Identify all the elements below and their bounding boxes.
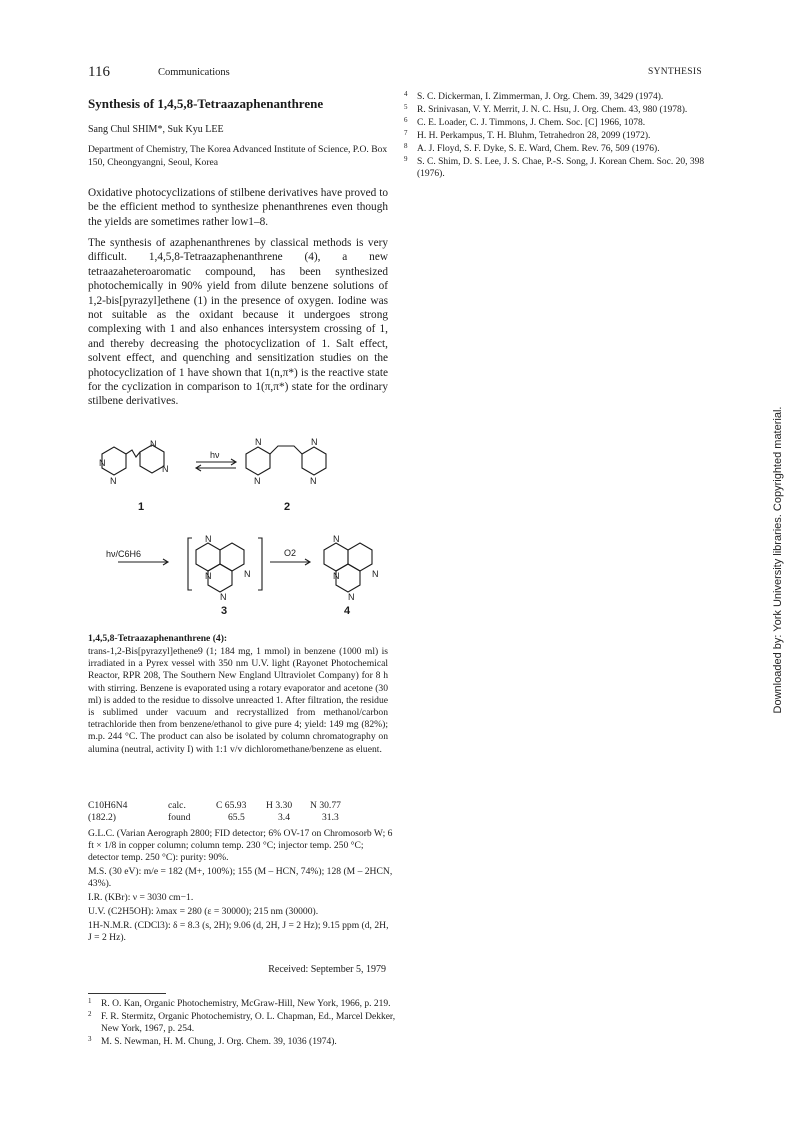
uv-data: U.V. (C2H5OH): λmax = 280 (ε = 30000); 215 nm (30000).	[88, 906, 319, 917]
journal-name: SYNTHESIS	[648, 67, 702, 77]
atom-n: N	[205, 534, 212, 544]
article-title: Synthesis of 1,4,5,8-Tetraazaphenanthrene	[88, 96, 324, 111]
received-date: Received: September 5, 1979	[268, 964, 386, 975]
atom-n: N	[244, 569, 251, 579]
formula: C10H6N4	[88, 800, 128, 811]
paragraph-intro: Oxidative photocyclizations of stilbene derivatives have proved to be the efficient method to synthesize phenanthrenes even though the yields are sometimes rather low1–8.	[88, 187, 388, 228]
compound-1-structure	[102, 445, 164, 475]
ir-data: I.R. (KBr): ν = 3030 cm−1.	[88, 892, 194, 903]
atom-n: N	[310, 476, 317, 486]
compound-3-structure	[196, 543, 244, 592]
atom-n: N	[372, 569, 379, 579]
download-watermark: Downloaded by: York University libraries. Copyrighted material.	[772, 406, 784, 714]
experimental-procedure: trans-1,2-Bis[pyrazyl]ethene9 (1; 184 mg, 1 mmol) in benzene (1000 ml) is irradiated in a Pyrex vessel with 350 nm U.V. light (Rayonet Photochemical Reactor, RPR 208, The Southern New England Ultraviolet Company) for 8 h with stirring. Benzene is evaporated using a rotary evaporator and acetone (30 ml) is added to the residue to dissolve unreacted 1. After filtration, the residue is sublimed under vacuum and recrystallized from methanol/carbon tetrachloride then from benzene/ethanol to give pure 4; yield: 149 mg (82%); m.p. 244 °C. The product can also be isolated by column chromatography on alumina (neutral, activity I) with 1:1 v/v dichloromethane/benzene as eluent.	[88, 646, 388, 755]
experimental-heading: 1,4,5,8-Tetraazaphenanthrene (4):	[88, 633, 228, 644]
found-c: 65.5	[228, 811, 245, 823]
reference-4: 4 S. C. Dickerman, I. Zimmerman, J. Org. Chem. 39, 3429 (1974).	[404, 90, 664, 102]
atom-n: N	[254, 476, 261, 486]
references-right	[404, 91, 716, 181]
compound-label-3: 3	[221, 605, 228, 617]
calc-c: C 65.93	[216, 800, 247, 811]
calc-n: N 30.77	[310, 800, 341, 811]
reference-1: 1 R. O. Kan, Organic Photochemistry, McGraw-Hill, New York, 1966, p. 219.	[88, 997, 391, 1009]
calc-h: H 3.30	[266, 800, 293, 811]
atom-n: N	[220, 592, 227, 602]
bracket-right	[258, 538, 262, 590]
article-authors: Sang Chul SHIM*, Suk Kyu LEE	[88, 124, 224, 135]
compound-label-2: 2	[284, 501, 291, 513]
reference-9: 9 S. C. Shim, D. S. Lee, J. S. Chae, P.-S. Song, J. Korean Chem. Soc. 20, 398 (1976).	[404, 155, 705, 179]
atom-n: N	[333, 534, 340, 544]
elemental-analysis	[88, 800, 354, 823]
atom-n: N	[150, 439, 157, 449]
reference-6: 6 C. E. Loader, C. J. Timmons, J. Chem. Soc. [C] 1966, 1078.	[404, 116, 646, 128]
article-affiliation: Department of Chemistry, The Korea Advanced Institute of Science, P.O. Box 150, Cheongyangni, Seoul, Korea	[88, 144, 388, 168]
footnote-rule	[88, 993, 166, 994]
row-label-calc: calc.	[168, 800, 186, 811]
atom-n: N	[110, 476, 117, 486]
section-label: Communications	[158, 67, 230, 78]
reagent-hv-benzene: hν/C6H6	[106, 549, 142, 559]
ms-data: M.S. (30 eV): m/e = 182 (M+, 100%); 155 (M – HCN, 74%); 128 (M – 2HCN, 43%).	[88, 866, 393, 889]
row-label-found: found	[168, 811, 191, 823]
spectral-data	[88, 828, 393, 946]
reference-3: 3 M. S. Newman, H. M. Chung, J. Org. Chem. 39, 1036 (1974).	[88, 1035, 337, 1047]
compound-label-4: 4	[344, 605, 351, 617]
compound-2-structure	[246, 446, 326, 475]
reagent-oxygen: O2	[284, 548, 297, 558]
atom-n: N	[162, 464, 169, 474]
reference-7: 7 H. H. Perkampus, T. H. Bluhm, Tetrahedron 28, 2099 (1972).	[404, 129, 651, 141]
bracket-left	[188, 538, 192, 590]
atom-n: N	[333, 571, 340, 581]
page-number: 116	[88, 64, 110, 80]
reference-2: 2 F. R. Stermitz, Organic Photochemistry, O. L. Chapman, Ed., Marcel Dekker, New York, 1967, p. 254.	[88, 1010, 396, 1034]
found-h: 3.4	[278, 811, 290, 823]
atom-n: N	[205, 571, 212, 581]
atom-n: N	[255, 437, 262, 447]
references-left	[88, 998, 398, 1049]
paragraph-synthesis: The synthesis of azaphenanthrenes by classical methods is very difficult. 1,4,5,8-Tetraazaphenanthrene (4), a new tetraazaheteroaromatic compound, has been synthesized photochemically in 90% yield from dilute benzene solutions of 1,2-bis[pyrazyl]ethene (1) in the presence of oxygen. Iodine was not suitable as the oxidant because it undergoes strong complexing with 1 and also enhances intersystem crossing of 1, and thereby decreasing the photocyclization of 1. Salt effect, solvent effect, and quenching and sensitization studies on the photocyclization of 1 have shown that 1(n,π*) is the reactive state for the cyclization in comparison to 1(π,π*) state for the ordinary stilbene derivatives.	[88, 237, 388, 408]
atom-n: N	[348, 592, 355, 602]
reaction-scheme	[88, 432, 393, 622]
atom-n: N	[99, 458, 106, 468]
nmr-data: 1H-N.M.R. (CDCl3): δ = 8.3 (s, 2H); 9.06 (d, 2H, J = 2 Hz); 9.15 ppm (d, 2H, J = 2 Hz).	[88, 920, 389, 943]
equilibrium-arrows	[196, 459, 236, 471]
compound-4-structure	[324, 543, 372, 592]
atom-n: N	[311, 437, 318, 447]
found-n: 31.3	[322, 811, 339, 823]
glc-data: G.L.C. (Varian Aerograph 2800; FID detector; 6% OV-17 on Chromosorb W; 6 ft × 1/8 in copper column; column temp. 230 °C; injector temp. 250 °C; detector temp. 250 °C): purity: 90%.	[88, 828, 393, 863]
compound-label-1: 1	[138, 501, 145, 513]
reference-5: 5 R. Srinivasan, V. Y. Merrit, J. N. C. Hsu, J. Org. Chem. 43, 980 (1978).	[404, 103, 688, 115]
reference-8: 8 A. J. Floyd, S. F. Dyke, S. E. Ward, Chem. Rev. 76, 509 (1976).	[404, 142, 660, 154]
reagent-hv: hν	[210, 450, 220, 460]
molecular-weight: (182.2)	[88, 811, 116, 823]
